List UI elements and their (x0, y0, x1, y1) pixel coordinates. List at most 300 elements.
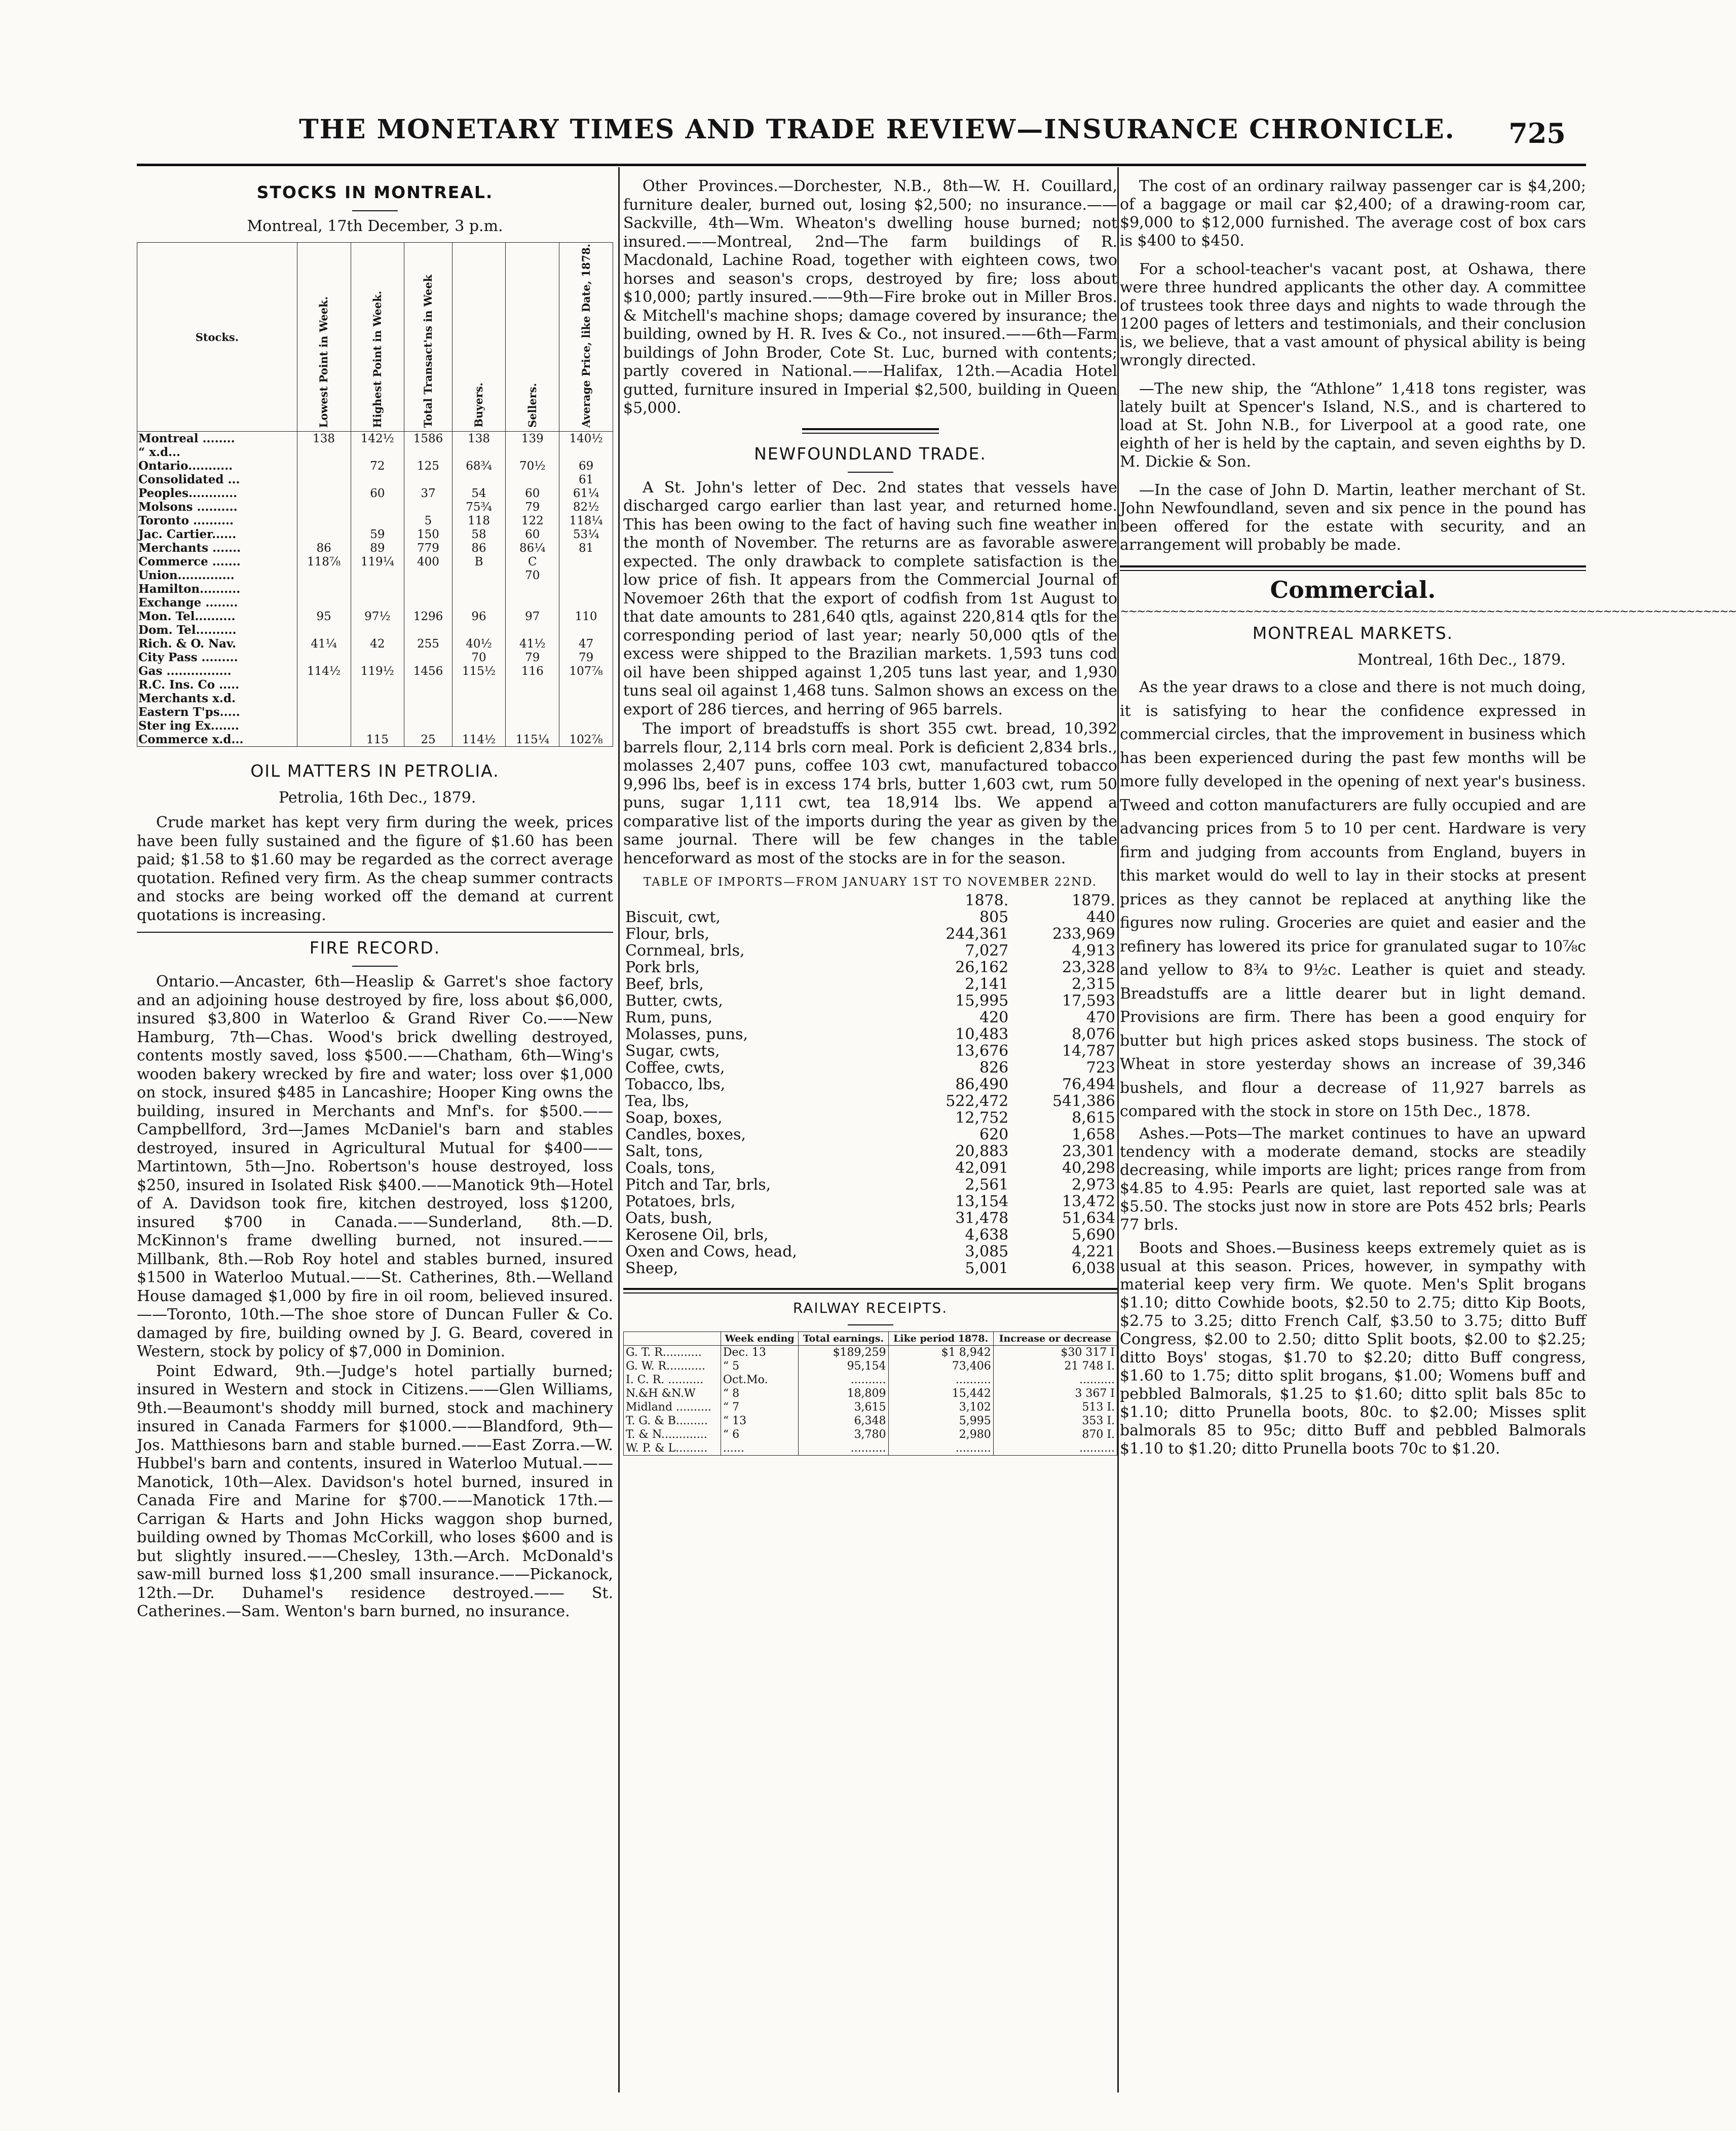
stock-value: 86¼ (506, 541, 559, 555)
railway-column-header: Total earnings. (799, 1332, 888, 1346)
stock-value: 79 (506, 500, 559, 514)
import-value: 14,787 (1062, 1042, 1115, 1060)
import-value: 826 (979, 1059, 1009, 1077)
stock-value (506, 445, 559, 459)
fire-ontario: Ontario.—Ancaster, 6th—Heaslip & Garret's shoe factory and an adjoining house destroyed by fire, loss about $6,000, insured $3,800 in Waterloo & Grand River Co.——New Hamburg, 7th—Chas. Wood's brick dwelling destroyed, contents mostly saved, loss $500.——Chatham, 6th—Wing's wooden bakery wrecked by fire and water; loss over $1,000 on stock, insured $485 in Lancashire; Hooper King owns the building, insured in Merchants and Mnf's. for $500.——Campbellford, 3rd—James McDaniel's barn and stables destroyed, insured in Agricultural Mutual for $400——Martintown, 5th—Jno. Robertson's house destroyed, loss $250, insured in Isolated Risk $400.——Manotick 9th—Hotel of A. Davidson took fire, kitchen destroyed, loss $1200, insured $700 in Canada.——Sunderland, 8th.—D. McKinnon's frame dwelling burned, not insured.——Millbank, 8th.—Rob Roy hotel and stables burned, insured $1500 in Waterloo Mutual.——St. Catherines, 8th.—Welland House damaged $1,000 by fire in oil room, believed insured.——Toronto, 10th.—The shoe store of Duncan Fuller & Co. damaged by fire, building owned by J. G. Beard, covered in Western, stock by policy of $7,000 in Dominion. (137, 973, 613, 1361)
stock-value: 79 (506, 651, 559, 664)
import-item: Salt, tons, (625, 1143, 703, 1160)
import-item: Tea, lbs, (625, 1092, 690, 1110)
import-value: 541,386 (1052, 1092, 1115, 1110)
import-value: 51,634 (1062, 1209, 1115, 1227)
stocks-row (137, 705, 613, 719)
stocks-column-header (297, 243, 351, 432)
stock-value: 115 (351, 733, 404, 747)
divider (1120, 565, 1586, 571)
imports-row (623, 926, 1117, 942)
import-item: Oxen and Cows, head, (625, 1243, 797, 1261)
railway-value: $1 8,942 (888, 1346, 993, 1360)
stock-value (297, 692, 351, 705)
import-value: 10,483 (955, 1025, 1009, 1043)
imports-year-1878: 1878. (965, 892, 1009, 909)
railway-row (624, 1441, 1117, 1456)
railway-value: .......... (993, 1441, 1117, 1456)
import-value: 12,752 (955, 1109, 1009, 1127)
stock-value: 102⅞ (559, 733, 613, 747)
newfoundland-p2: The import of breadstuffs is short 355 cwt. bread, 10,392 barrels flour, 2,114 brls corn meal. Pork is deficient 2,834 brls., molasses 2,407 puns, coffee 103 cwt, manufactured tobacco 9,996 lbs, beef is in excess 174 brls, butter 1,603 cwt, rum 50 puns, sugar 1,111 cwt, tea 18,914 lbs. We append a comparative list of the imports during the year as given by the same journal. There will be few changes in the table henceforward as most of the stocks are in for the season. (623, 720, 1117, 867)
railway-table (623, 1331, 1117, 1456)
column-divider (618, 167, 620, 2092)
stock-name: Montreal ........ (137, 432, 297, 446)
markets-general: As the year draws to a close and there is not much doing, it is satisfying to hear the confidence expressed in commercial circles, that the improvement in business which has been experienced during the past few months will be more fully developed in the opening of next year's business. Tweed and cotton manufacturers are fully occupied and are advancing prices from 5 to 10 per cent. Hardware is very firm and judging from accounts from England, buyers in this market would do well to lay in their stocks at present prices as they cannot be replaced at anything like the figures now ruling. Groceries are quiet and easier and the refinery has lowered its price for granulated sugar to 10⅞c and yellow to 8¾ to 9½c. Leather is quiet and steady. Breadstuffs are a little dearer but in light demand. Provisions are firm. There has been a good enquiry for butter but high prices asked stops business. The stock of Wheat in store yesterday shows an increase of 39,346 bushels, and flour a decrease of 11,927 barrels as compared with the stock in store on 15th Dec., 1878. (1120, 678, 1586, 1120)
stocks-row (137, 568, 613, 582)
divider (352, 966, 398, 967)
railway-value: .......... (888, 1373, 993, 1387)
railway-column-header: Increase or decrease (993, 1332, 1117, 1346)
stock-name: Ster ing Ex....... (137, 719, 297, 733)
railway-value: 73,406 (888, 1359, 993, 1373)
imports-row (623, 993, 1117, 1009)
import-value: 2,973 (1072, 1176, 1115, 1194)
import-value: 4,913 (1072, 942, 1115, 960)
stock-value: 116 (506, 664, 559, 678)
railway-value: “ 6 (721, 1428, 798, 1441)
railway-heading: RAILWAY RECEIPTS. (792, 1300, 948, 1316)
fire-point-edward: Point Edward, 9th.—Judge's hotel partially burned; insured in Western and stock in Citizens.——Glen Williams, 9th.—Beaumont's shoddy mill burned, stock and machinery insured in Canada Farmers for $1000.——Blandford, 9th—Jos. Matthiesons barn and stable burned.——East Zorra.—W. Hubbel's barn and contents, insured in Waterloo Mutual.——Manotick, 10th—Alex. Davidson's hotel burned, insured in Canada Fire and Marine for $700.——Manotick 17th.—Carrigan & Harts and John Hicks waggon shop burned, building owned by Thomas McCorkill, who loses $600 and is but slightly insured.——Chesley, 13th.—Arch. McDonald's saw-mill burned loss $1,200 small insurance.——Pickanock, 12th.—Dr. Duhamel's residence destroyed.—— St. Catherines.—Sam. Wenton's barn burned, no insurance. (137, 1362, 613, 1621)
stock-value: 255 (404, 637, 452, 651)
stock-value: 81 (559, 541, 613, 555)
railway-row (624, 1400, 1117, 1414)
stock-value (506, 678, 559, 692)
stock-value (351, 568, 404, 582)
railway-column-header (624, 1332, 721, 1346)
stocks-column-header (137, 243, 297, 432)
imports-row (623, 959, 1117, 976)
stocks-row (137, 596, 613, 610)
import-item: Tobacco, lbs, (625, 1076, 726, 1093)
imports-row (623, 976, 1117, 993)
column-left (137, 177, 613, 2098)
stock-value (351, 473, 404, 486)
import-value: 440 (1086, 908, 1115, 926)
stock-value: 61¼ (559, 486, 613, 500)
import-value: 2,141 (965, 975, 1009, 993)
stock-value (452, 705, 506, 719)
stocks-row (137, 733, 613, 747)
railway-row (624, 1428, 1117, 1441)
stock-value: 53¼ (559, 527, 613, 541)
railway-value: $30 317 I (993, 1346, 1117, 1360)
stock-value: 70 (452, 651, 506, 664)
stock-value: 150 (404, 527, 452, 541)
import-value: 620 (979, 1126, 1009, 1144)
column-right (1120, 177, 1736, 2098)
imports-row (623, 1143, 1117, 1160)
import-value: 23,328 (1062, 959, 1115, 976)
stock-value (452, 445, 506, 459)
stocks-column-header (506, 243, 559, 432)
import-value: 8,615 (1072, 1109, 1115, 1127)
stock-value (297, 678, 351, 692)
stock-value: 114½ (297, 664, 351, 678)
stock-name: Hamilton.......... (137, 582, 297, 596)
stock-name: Gas ................ (137, 664, 297, 678)
stock-value: 86 (297, 541, 351, 555)
column-divider (1117, 167, 1119, 2092)
note-john-martin: —In the case of John D. Martin, leather merchant of St. John Newfoundland, seven and six pence in the pound has been offered for the estate with security, and an arrangement will probably be made. (1120, 481, 1586, 554)
stock-value: 61 (559, 473, 613, 486)
railway-value: 3 367 I (993, 1387, 1117, 1400)
stock-value (351, 651, 404, 664)
import-value: 6,038 (1072, 1260, 1115, 1277)
stock-value: 118 (452, 514, 506, 527)
railway-value: 95,154 (799, 1359, 888, 1373)
montreal-markets-heading: MONTREAL MARKETS. (1252, 623, 1454, 643)
imports-row (623, 1009, 1117, 1026)
import-value: 40,298 (1062, 1159, 1115, 1177)
stock-value (452, 692, 506, 705)
railway-name: G. T. R........... (624, 1346, 721, 1360)
import-item: Rum, puns, (625, 1009, 713, 1026)
imports-row (623, 942, 1117, 959)
stock-value: 60 (506, 486, 559, 500)
import-item: Pork brls, (625, 959, 700, 976)
stock-value (351, 514, 404, 527)
stock-value: 60 (351, 486, 404, 500)
stocks-column-label: Total Transact'ns in Week (421, 274, 434, 428)
note-railway-car-cost: The cost of an ordinary railway passenger car is $4,200; of a baggage or mail car $2,400; of a drawing-room car, $9,000 to $12,000 furnished. The average cost of box cars is $400 to $450. (1120, 177, 1586, 250)
import-item: Sugar, cwts, (625, 1042, 720, 1060)
import-value: 2,315 (1072, 975, 1115, 993)
stocks-row (137, 678, 613, 692)
stocks-table (137, 242, 613, 747)
stock-value (404, 596, 452, 610)
stock-value (297, 500, 351, 514)
railway-value: 3,615 (799, 1400, 888, 1414)
stock-value (351, 692, 404, 705)
railway-value: 3,102 (888, 1400, 993, 1414)
stocks-row (137, 637, 613, 651)
stock-name: Consolidated ... (137, 473, 297, 486)
stock-value: 115½ (452, 664, 506, 678)
stock-name: Jac. Cartier...... (137, 527, 297, 541)
stock-value (506, 692, 559, 705)
stock-value (351, 445, 404, 459)
stock-value (452, 473, 506, 486)
stocks-row (137, 719, 613, 733)
stocks-column-label: Stocks. (195, 330, 239, 344)
imports-row (623, 909, 1117, 926)
stock-value: 118¼ (559, 514, 613, 527)
railway-name: Midland .......... (624, 1400, 721, 1414)
stock-value: 59 (351, 527, 404, 541)
stock-value: 138 (452, 432, 506, 446)
stock-value: 138 (297, 432, 351, 446)
import-value: 8,076 (1072, 1025, 1115, 1043)
import-value: 26,162 (955, 959, 1009, 976)
imports-row (623, 1093, 1117, 1110)
import-value: 4,638 (965, 1226, 1009, 1244)
railway-value: 3,780 (799, 1428, 888, 1441)
railway-row (624, 1414, 1117, 1428)
stock-name: Mon. Tel.......... (137, 610, 297, 623)
stock-value (404, 719, 452, 733)
column-middle (623, 177, 1117, 2098)
stock-value: 400 (404, 555, 452, 568)
railway-value: ...... (721, 1441, 798, 1456)
railway-value: 21 748 I. (993, 1359, 1117, 1373)
stock-name: “ x.d... (137, 445, 297, 459)
railway-row (624, 1346, 1117, 1360)
stock-value (404, 651, 452, 664)
divider (802, 428, 939, 434)
stocks-row (137, 473, 613, 486)
stock-value (559, 445, 613, 459)
stock-value: 115¼ (506, 733, 559, 747)
stock-name: Dom. Tel.......... (137, 623, 297, 637)
stock-value (506, 623, 559, 637)
stock-value (506, 582, 559, 596)
stock-value (351, 623, 404, 637)
imports-row (623, 1210, 1117, 1227)
stock-value (559, 623, 613, 637)
stock-value (404, 568, 452, 582)
import-value: 4,221 (1072, 1243, 1115, 1261)
imports-row (623, 1227, 1117, 1243)
railway-row (624, 1359, 1117, 1373)
stock-value: 122 (506, 514, 559, 527)
stocks-heading: STOCKS IN MONTREAL. (256, 182, 494, 202)
stock-value (297, 486, 351, 500)
stock-name: Toronto .......... (137, 514, 297, 527)
markets-dateline: Montreal, 16th Dec., 1879. (1357, 651, 1566, 669)
stocks-row (137, 500, 613, 514)
oil-heading: OIL MATTERS IN PETROLIA. (250, 761, 500, 781)
stock-value (351, 582, 404, 596)
stock-value: 70½ (506, 459, 559, 473)
stock-value: 41½ (506, 637, 559, 651)
commercial-banner: Commercial. (1270, 576, 1436, 603)
import-value: 3,085 (965, 1243, 1009, 1261)
stock-value: 97 (506, 610, 559, 623)
import-value: 76,494 (1062, 1076, 1115, 1093)
import-value: 244,361 (946, 925, 1009, 943)
stock-value: C (506, 555, 559, 568)
stock-value (559, 692, 613, 705)
import-value: 723 (1086, 1059, 1115, 1077)
stock-value (404, 705, 452, 719)
stock-name: Molsons .......... (137, 500, 297, 514)
stock-name: Commerce ....... (137, 555, 297, 568)
stocks-row (137, 582, 613, 596)
stock-value: 779 (404, 541, 452, 555)
import-value: 20,883 (955, 1143, 1009, 1160)
newfoundland-heading: NEWFOUNDLAND TRADE. (754, 443, 987, 464)
stock-value: 89 (351, 541, 404, 555)
stock-value: 142½ (351, 432, 404, 446)
stocks-row (137, 432, 613, 446)
imports-row (623, 1026, 1117, 1043)
note-athlone-ship: —The new ship, the “Athlone” 1,418 tons register, was lately built at Spencer's Island, N.S., and is chartered to load at St. John N.B., for Liverpool at a good rate, one eighth of her is held by the captain, and seven eighths by D. M. Dickie & Son. (1120, 380, 1586, 471)
stock-value (297, 445, 351, 459)
stock-value: 95 (297, 610, 351, 623)
stock-name: Commerce x.d... (137, 733, 297, 747)
stock-value (404, 445, 452, 459)
note-school-teacher: For a school-teacher's vacant post, at Oshawa, there were three hundred applicants the other day. A committee of trustees took three days and nights to wade through the 1200 pages of letters and testimonials, and their conclusion is, we believe, that a vast amount of physical ability is being wrongly directed. (1120, 260, 1586, 369)
stock-value (297, 596, 351, 610)
page-header (111, 114, 1566, 155)
stock-name: City Pass ......... (137, 651, 297, 664)
stock-name: Rich. & O. Nav. (137, 637, 297, 651)
stock-name: Peoples............ (137, 486, 297, 500)
stock-value (452, 596, 506, 610)
stock-value (559, 719, 613, 733)
import-item: Potatoes, brls, (625, 1193, 736, 1210)
stock-value (559, 568, 613, 582)
stock-name: Merchants ....... (137, 541, 297, 555)
stock-value: 75¾ (452, 500, 506, 514)
stock-value: 110 (559, 610, 613, 623)
stock-value: 118⅞ (297, 555, 351, 568)
import-value: 470 (1086, 1009, 1115, 1026)
stock-value: 42 (351, 637, 404, 651)
import-value: 1,658 (1072, 1126, 1115, 1144)
railway-name: G. W. R........... (624, 1359, 721, 1373)
fire-other-provinces: Other Provinces.—Dorchester, N.B., 8th—W. H. Couillard, furniture dealer, burned out, losing $2,500; no insurance.——Sackville, 4th—Wm. Wheaton's dwelling house burned; not insured.——Montreal, 2nd—The farm buildings of R. Macdonald, Lachine Road, together with eighteen cows, two horses and season's crops, destroyed by fire; loss about $10,000; partly insured.——9th—Fire broke out in Miller Bros. & Mitchell's machine shops; damage covered by insurance; the building, owned by H. R. Ives & Co., not insured.——6th—Farm buildings of John Broder, Cote St. Luc, burned with contents; partly covered in National.——Halifax, 12th.—Acadia Hotel gutted, furniture insured in Imperial $2,500, building in Queen $5,000. (623, 177, 1117, 417)
import-item: Biscuit, cwt, (625, 908, 721, 926)
divider (848, 1324, 893, 1325)
stock-value (559, 678, 613, 692)
stock-value: 97½ (351, 610, 404, 623)
stock-value (404, 623, 452, 637)
oil-dateline: Petrolia, 16th Dec., 1879. (279, 789, 476, 807)
import-item: Sheep, (625, 1260, 678, 1277)
stock-value (297, 719, 351, 733)
import-value: 15,995 (955, 992, 1009, 1010)
import-value: 5,690 (1072, 1226, 1115, 1244)
stock-value (404, 473, 452, 486)
stock-value: 140½ (559, 432, 613, 446)
stock-value (452, 623, 506, 637)
railway-value: .......... (993, 1373, 1117, 1387)
stocks-column-label: Buyers. (472, 383, 485, 428)
import-value: 42,091 (955, 1159, 1009, 1177)
stock-value (404, 692, 452, 705)
imports-year-1879: 1879. (1072, 892, 1115, 909)
railway-value: 5,995 (888, 1414, 993, 1428)
stock-value: 60 (506, 527, 559, 541)
imports-table-title: TABLE OF IMPORTS—FROM JANUARY 1ST TO NOVEMBER 22ND. (643, 876, 1098, 889)
import-item: Oats, bush, (625, 1209, 712, 1227)
stock-value (559, 596, 613, 610)
railway-name: W. P. & L......... (624, 1441, 721, 1456)
stock-value (452, 719, 506, 733)
stock-value (297, 473, 351, 486)
stock-value (452, 678, 506, 692)
stock-value (351, 678, 404, 692)
stock-value (351, 719, 404, 733)
stock-value: 69 (559, 459, 613, 473)
stock-value: 5 (404, 514, 452, 527)
railway-value: Oct.Mo. (721, 1373, 798, 1387)
import-value: 13,676 (955, 1042, 1009, 1060)
import-value: 420 (979, 1009, 1009, 1026)
divider (848, 472, 893, 473)
stocks-row (137, 555, 613, 568)
stock-value (297, 651, 351, 664)
stocks-row (137, 692, 613, 705)
stock-value (351, 596, 404, 610)
stock-value: 79 (559, 651, 613, 664)
stocks-column-label: Sellers. (525, 383, 539, 428)
fire-heading: FIRE RECORD. (309, 938, 441, 958)
import-value: 86,490 (955, 1076, 1009, 1093)
stock-value: 54 (452, 486, 506, 500)
imports-row (623, 1126, 1117, 1143)
import-value: 233,969 (1052, 925, 1115, 943)
stocks-column-header (404, 243, 452, 432)
stock-value: 107⅞ (559, 664, 613, 678)
imports-row (623, 1076, 1117, 1093)
stock-value: 1296 (404, 610, 452, 623)
stock-name: Merchants x.d. (137, 692, 297, 705)
stocks-column-header (452, 243, 506, 432)
import-item: Molasses, puns, (625, 1025, 748, 1043)
stock-name: Exchange ........ (137, 596, 297, 610)
header-rule (137, 164, 1586, 166)
stock-value: 25 (404, 733, 452, 747)
stock-value: 82½ (559, 500, 613, 514)
page-number: 725 (1508, 117, 1566, 149)
imports-row (623, 1176, 1117, 1193)
stock-value (559, 582, 613, 596)
stock-value (506, 705, 559, 719)
import-item: Cornmeal, brls, (625, 942, 745, 960)
stock-value: 41¼ (297, 637, 351, 651)
stock-value: 125 (404, 459, 452, 473)
stock-value (297, 568, 351, 582)
import-item: Candles, boxes, (625, 1126, 746, 1144)
railway-value: 2,980 (888, 1428, 993, 1441)
import-item: Soap, boxes, (625, 1109, 723, 1127)
import-item: Coals, tons, (625, 1159, 715, 1177)
railway-value: 15,442 (888, 1387, 993, 1400)
import-value: 17,593 (1062, 992, 1115, 1010)
stock-value (297, 514, 351, 527)
stocks-row (137, 486, 613, 500)
railway-row (624, 1373, 1117, 1387)
import-item: Pitch and Tar, brls, (625, 1176, 771, 1194)
import-value: 23,301 (1062, 1143, 1115, 1160)
stock-value (506, 473, 559, 486)
import-item: Butter, cwts, (625, 992, 723, 1010)
stocks-row (137, 459, 613, 473)
stock-value (404, 500, 452, 514)
stock-value: 47 (559, 637, 613, 651)
railway-name: I. C. R. .......... (624, 1373, 721, 1387)
stock-value: 1586 (404, 432, 452, 446)
markets-ashes: Ashes.—Pots—The market continues to have an upward tendency with a moderate demand, stocks are steadily decreasing, while imports are light; prices range from from $4.85 to 4.95: Pearls are quiet, last reported sale was at $5.50. The stocks just now in store are Pots 452 brls; Pearls 77 brls. (1120, 1124, 1586, 1234)
stocks-column-label: Average Price, like Date, 1878. (579, 244, 592, 428)
stocks-row (137, 527, 613, 541)
wavy-rule: ~~~~~~~~~~~~~~~~~~~~~~~~~~~~~~~~~~~~~~~~~~~~~~~~~~~~~~~~~~~~~~~~~~~~~~~~~~ (1120, 605, 1736, 618)
railway-name: T. & N............. (624, 1428, 721, 1441)
import-value: 5,001 (965, 1260, 1009, 1277)
stock-value (559, 555, 613, 568)
stock-value (297, 623, 351, 637)
railway-column-header: Week ending (721, 1332, 798, 1346)
stocks-row (137, 664, 613, 678)
stock-value: 114½ (452, 733, 506, 747)
